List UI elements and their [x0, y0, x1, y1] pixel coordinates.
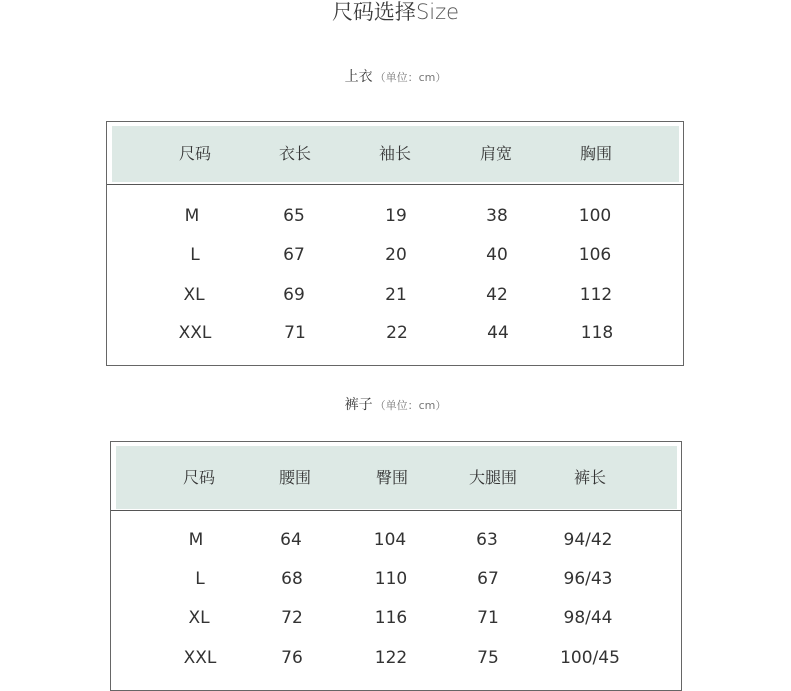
tops-row-xxl-shoulder: 44 [487, 323, 509, 343]
tops-row-m-shoulder: 38 [486, 206, 508, 226]
pants-header-size: 尺码 [182, 468, 215, 487]
tops-heading: 上衣 [344, 69, 373, 85]
tops-header-sleeve: 袖长 [378, 144, 411, 163]
pants-section-heading [0, 394, 791, 414]
tops-row-m-size: M [184, 206, 200, 226]
pants-row-xl-thigh: 71 [477, 608, 499, 628]
tops-row-xl-length: 69 [283, 285, 305, 305]
tops-row-xxl-sleeve: 22 [386, 323, 408, 343]
pants-row-m-thigh: 63 [476, 530, 498, 550]
page-title-en: Size [415, 0, 460, 24]
pants-unit: （单位：cm） [374, 399, 447, 412]
tops-header-shoulder: 肩宽 [479, 144, 512, 163]
pants-size-table [110, 441, 682, 691]
tops-header-chest: 胸围 [579, 144, 612, 163]
tops-header-divider [107, 184, 683, 185]
tops-row-xl-shoulder: 42 [486, 285, 508, 305]
tops-row-l-size: L [190, 245, 200, 265]
tops-row-l-chest: 106 [578, 245, 612, 265]
pants-header-thigh: 大腿围 [468, 468, 517, 487]
tops-row-xl-size: XL [183, 285, 205, 305]
tops-row-m-sleeve: 19 [385, 206, 407, 226]
tops-row-l-shoulder: 40 [486, 245, 508, 265]
pants-heading: 裤子 [344, 397, 373, 413]
pants-row-m-waist: 64 [280, 530, 302, 550]
pants-row-xl-hip: 116 [374, 608, 408, 628]
tops-row-m-chest: 100 [578, 206, 612, 226]
tops-section-heading [0, 66, 791, 86]
pants-row-l-size: L [195, 569, 205, 589]
pants-row-xxl-hip: 122 [374, 648, 408, 668]
tops-row-l-length: 67 [283, 245, 305, 265]
pants-row-xxl-size: XXL [183, 648, 217, 668]
tops-header-length: 衣长 [278, 144, 311, 163]
page-title-zh: 尺码选择 [331, 0, 416, 24]
pants-row-l-hip: 110 [374, 569, 408, 589]
tops-unit: （单位：cm） [374, 71, 447, 84]
tops-header-size: 尺码 [178, 144, 211, 163]
pants-row-l-length: 96/43 [563, 569, 613, 589]
pants-row-xl-size: XL [188, 608, 210, 628]
pants-header-waist: 腰围 [278, 468, 311, 487]
tops-row-xl-chest: 112 [579, 285, 613, 305]
tops-row-xxl-chest: 118 [580, 323, 614, 343]
pants-row-xl-waist: 72 [281, 608, 303, 628]
tops-row-xxl-size: XXL [178, 323, 212, 343]
tops-row-xl-sleeve: 21 [385, 285, 407, 305]
tops-row-m-length: 65 [283, 206, 305, 226]
pants-row-xl-length: 98/44 [563, 608, 613, 628]
pants-row-m-length: 94/42 [563, 530, 613, 550]
pants-row-m-size: M [188, 530, 204, 550]
pants-header-divider [111, 510, 681, 511]
pants-row-l-thigh: 67 [477, 569, 499, 589]
tops-row-l-sleeve: 20 [385, 245, 407, 265]
pants-row-xxl-thigh: 75 [477, 648, 499, 668]
pants-row-xxl-length: 100/45 [560, 648, 620, 668]
pants-row-m-hip: 104 [373, 530, 407, 550]
pants-header-length: 裤长 [573, 468, 606, 487]
pants-row-xxl-waist: 76 [281, 648, 303, 668]
page-title [0, 0, 791, 24]
tops-size-table [106, 121, 684, 366]
pants-header-hip: 臀围 [375, 468, 408, 487]
pants-row-l-waist: 68 [281, 569, 303, 589]
tops-row-xxl-length: 71 [284, 323, 306, 343]
